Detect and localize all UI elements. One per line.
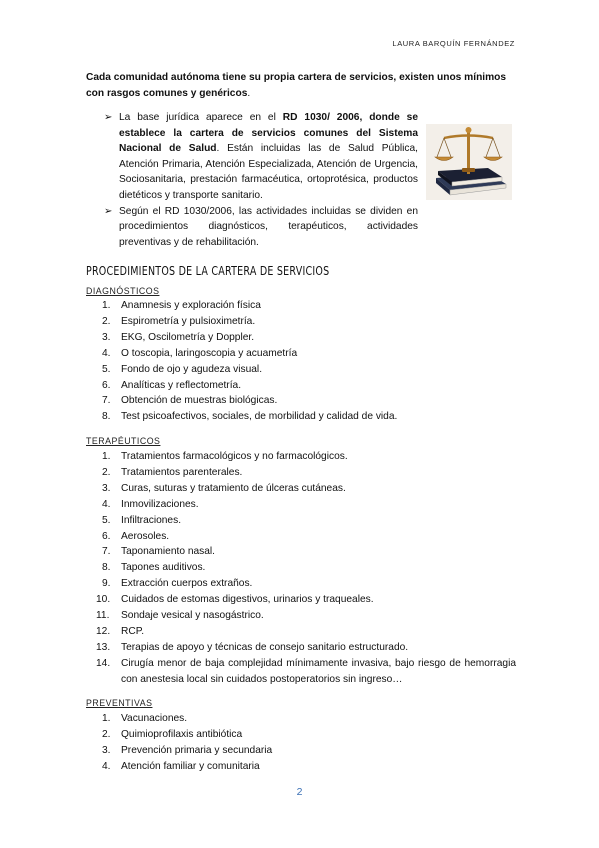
bullet-item: [104, 110, 418, 204]
list-item: 11. Sondaje vesical y nasogástrico.: [96, 610, 264, 622]
scales-of-justice-on-books-icon: [426, 124, 512, 200]
list-item: 14. Cirugía menor de baja complejidad mínimamente invasiva, bajo riesgo de hemorragia con anestesia local sin cuidados postoperatorios sin ingreso…: [96, 657, 516, 685]
list-item: 6. Aerosoles.: [102, 530, 170, 542]
intro-text: Cada comunidad autónoma tiene su propia cartera de servicios, existen unos mínimos con rasgos comunes y genéricos: [86, 72, 507, 99]
section-title: PROCEDIMIENTOS DE LA CARTERA DE SERVICIOS: [86, 264, 330, 278]
diagnosticos-list: [86, 298, 397, 425]
list-item: 10. Cuidados de estomas digestivos, urinarios y traqueales.: [96, 594, 374, 606]
list-item: 4. Inmovilizaciones.: [102, 498, 199, 510]
diagnosticos-heading: DIAGNÓSTICOS: [86, 286, 160, 296]
preventivas-list: [86, 711, 272, 775]
header-author: LAURA BARQUÍN FERNÁNDEZ: [392, 39, 515, 48]
bullet-text: Según el RD 1030/2006, las actividades incluidas se dividen en procedimientos diagnósticos, terapéuticos, actividades preventivas y de rehabilitación.: [119, 205, 418, 248]
list-item: 2. Tratamientos parenterales.: [102, 466, 243, 478]
bullet-text: La base jurídica aparece en el: [119, 112, 283, 123]
list-item: 9. Extracción cuerpos extraños.: [102, 578, 253, 590]
list-item: 1. Tratamientos farmacológicos y no farmacológicos.: [102, 451, 348, 462]
bullet-bold-text: RD 1030/ 2006, donde se establece la cartera de servicios comunes del Sistema Nacional de Salud: [119, 112, 418, 155]
intro-paragraph: [86, 70, 516, 102]
list-item: 3. Prevención primaria y secundaria: [102, 744, 273, 756]
list-item: 12. RCP.: [96, 625, 145, 637]
page-number: 2: [296, 786, 303, 798]
list-item: 3. Curas, suturas y tratamiento de úlceras cutáneas.: [102, 482, 346, 494]
list-item: 2. Quimioprofilaxis antibiótica: [102, 728, 243, 740]
list-item: 7. Taponamiento nasal.: [102, 546, 216, 558]
list-item: 5. Infiltraciones.: [102, 514, 182, 526]
arrow-bullet-icon: ➢: [104, 112, 113, 123]
list-item: 13. Terapias de apoyo y técnicas de consejo sanitario estructurado.: [96, 641, 409, 653]
list-item: 5. Fondo de ojo y agudeza visual.: [102, 363, 263, 375]
list-item: 1. Vacunaciones.: [102, 713, 188, 724]
list-item: 6. Analíticas y reflectometría.: [102, 379, 242, 391]
preventivas-heading: PREVENTIVAS: [86, 698, 153, 708]
arrow-bullet-icon: ➢: [104, 205, 113, 217]
list-item: 8. Test psicoafectivos, sociales, de morbilidad y calidad de vida.: [102, 411, 398, 423]
bullet-list: [104, 110, 418, 250]
list-item: 3. EKG, Oscilometría y Doppler.: [102, 331, 255, 343]
list-item: 8. Tapones auditivos.: [102, 562, 206, 574]
list-item: 2. Espirometría y pulsioximetría.: [102, 315, 256, 327]
list-item: 1. Anamnesis y exploración física: [102, 300, 261, 311]
list-item: 4. O toscopia, laringoscopia y acuametría: [102, 347, 298, 359]
list-item: 7. Obtención de muestras biológicas.: [102, 395, 278, 407]
bullet-text-suffix: . Están incluidas las de Salud Pública, Atención Primaria, Atención Especializada, Atención de Urgencia, Sociosanitaria, prestación farmacéutica, ortoprotésica, productos dietéticos y transporte sanitario.: [119, 143, 418, 201]
terapeuticos-list: [86, 449, 516, 688]
list-item: 4. Atención familiar y comunitaria: [102, 760, 260, 772]
terapeuticos-heading: TERAPÉUTICOS: [86, 436, 161, 446]
intro-end: .: [247, 88, 251, 99]
bullet-item: [104, 204, 418, 251]
